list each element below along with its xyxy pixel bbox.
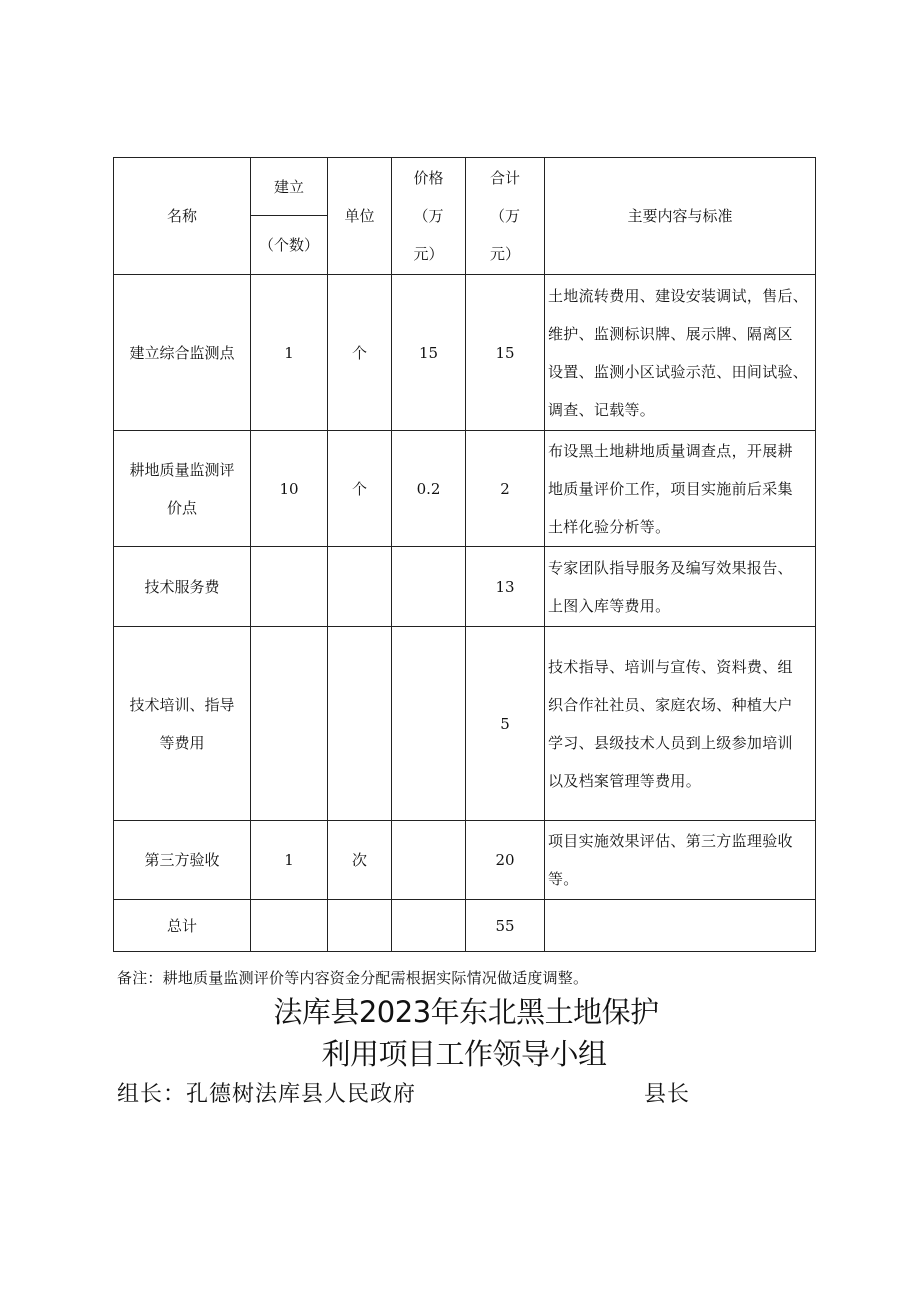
row-unit: 个 [328, 431, 392, 547]
row-total: 15 [466, 275, 545, 431]
content-line: 上图入库等费用。 [548, 596, 671, 615]
row-count [251, 900, 328, 952]
row-total: 20 [466, 821, 545, 900]
row-content [545, 431, 816, 547]
content-line: 项目实施效果评估、第三方监理验收 [548, 832, 793, 850]
content-line: 地质量评价工作，项目实施前后采集 [548, 479, 793, 498]
header-unit: 单位 [328, 158, 392, 275]
header-build-top: 建立 [251, 158, 328, 216]
row-total: 2 [466, 431, 545, 547]
row-count [251, 627, 328, 821]
content-line: 等。 [548, 870, 579, 888]
content-line: 技术指导、培训与宣传、资料费、组 [548, 657, 793, 676]
table-note: 备注：耕地质量监测评价等内容资金分配需根据实际情况做适度调整。 [117, 969, 589, 987]
row-price [392, 547, 466, 627]
header-price-line: 价格 [413, 169, 444, 187]
leader-position: 县长 [644, 1082, 691, 1107]
budget-table [113, 157, 816, 952]
row-price [392, 821, 466, 900]
table-row [114, 431, 816, 547]
name-line: 技术培训、指导 [129, 695, 235, 714]
group-title-line2: 利用项目工作领导小组 [321, 1037, 607, 1071]
row-name: 第三方验收 [114, 821, 251, 900]
content-line: 布设黑土地耕地质量调查点，开展耕 [548, 441, 793, 460]
header-price [392, 158, 466, 275]
row-name: 建立综合监测点 [114, 275, 251, 431]
row-price [392, 900, 466, 952]
content-line: 设置、监测小区试验示范、田间试验、 [548, 362, 809, 381]
content-line: 土样化验分析等。 [548, 517, 671, 536]
row-name: 技术服务费 [114, 547, 251, 627]
name-line: 等费用 [159, 733, 205, 752]
row-price [392, 627, 466, 821]
header-total-line: 元） [489, 245, 520, 263]
table-row-total [114, 900, 816, 952]
row-count [251, 547, 328, 627]
header-total-line: （万 [489, 207, 520, 225]
table-row [114, 821, 816, 900]
header-content: 主要内容与标准 [545, 158, 816, 275]
row-name [114, 431, 251, 547]
table-row [114, 547, 816, 627]
table-row [114, 627, 816, 821]
leader-line [117, 1080, 697, 1110]
content-line: 调查、记载等。 [548, 400, 656, 419]
row-content [545, 821, 816, 900]
header-total-line: 合计 [489, 169, 520, 187]
row-content [545, 275, 816, 431]
header-name: 名称 [114, 158, 251, 275]
row-price: 0.2 [392, 431, 466, 547]
name-line: 价点 [166, 498, 197, 517]
row-total: 55 [466, 900, 545, 952]
row-content [545, 900, 816, 952]
header-price-line: 元） [413, 245, 444, 263]
header-build-bottom: （个数） [251, 216, 328, 275]
content-line: 专家团队指导服务及编写效果报告、 [548, 558, 793, 577]
row-unit [328, 547, 392, 627]
content-line: 以及档案管理等费用。 [548, 771, 702, 790]
row-content [545, 547, 816, 627]
header-total [466, 158, 545, 275]
content-line: 织合作社社员、家庭农场、种植大户 [548, 695, 793, 714]
row-unit: 个 [328, 275, 392, 431]
leader-label: 组长：孔德树法库县人民政府 [117, 1082, 417, 1107]
row-unit [328, 627, 392, 821]
content-line: 土地流转费用、建设安装调试，售后、 [548, 286, 809, 305]
name-line: 耕地质量监测评 [129, 460, 235, 479]
row-price: 15 [392, 275, 466, 431]
group-title-line1: 法库县2023年东北黑土地保护 [273, 995, 659, 1029]
table-row [114, 275, 816, 431]
row-count: 10 [251, 431, 328, 547]
row-name [114, 627, 251, 821]
row-count: 1 [251, 275, 328, 431]
content-line: 维护、监测标识牌、展示牌、隔离区 [548, 324, 793, 343]
row-name: 总计 [114, 900, 251, 952]
row-unit: 次 [328, 821, 392, 900]
header-price-line: （万 [413, 207, 444, 225]
row-count: 1 [251, 821, 328, 900]
content-line: 学习、县级技术人员到上级参加培训 [548, 733, 793, 752]
row-content [545, 627, 816, 821]
row-total: 13 [466, 547, 545, 627]
row-total: 5 [466, 627, 545, 821]
row-unit [328, 900, 392, 952]
